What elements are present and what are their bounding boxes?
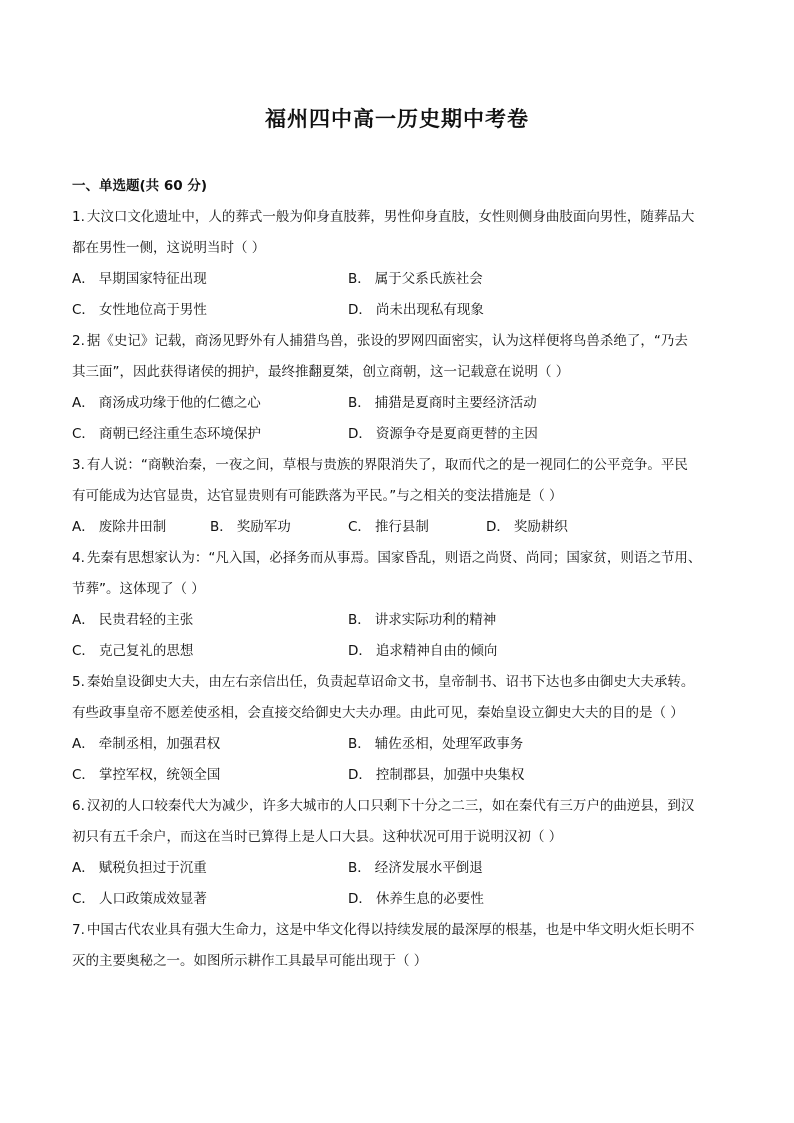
option-letter: C． xyxy=(348,519,371,535)
exam-content xyxy=(72,176,724,982)
option-c[interactable] xyxy=(72,300,348,331)
option-letter: D． xyxy=(348,426,372,442)
option-a[interactable] xyxy=(72,734,348,765)
option-letter: B． xyxy=(348,271,371,287)
option-text: 推行县制 xyxy=(374,519,429,535)
option-letter: D． xyxy=(348,302,372,318)
question-stem-line xyxy=(72,455,724,486)
option-c[interactable] xyxy=(72,641,348,672)
option-letter: D． xyxy=(486,519,510,535)
option-text: 早期国家特征出现 xyxy=(98,271,207,287)
question-number: 6. xyxy=(72,798,85,814)
option-d[interactable] xyxy=(348,300,624,331)
options-row xyxy=(72,610,724,641)
question-2 xyxy=(72,331,724,455)
option-b[interactable] xyxy=(348,734,624,765)
option-letter: C． xyxy=(72,302,95,318)
question-number: 1. xyxy=(72,209,85,225)
option-d[interactable] xyxy=(348,641,624,672)
option-text: 克己复礼的思想 xyxy=(98,643,194,659)
option-letter: B． xyxy=(210,519,233,535)
option-letter: D． xyxy=(348,767,372,783)
option-text: 辅佐丞相，处理军政事务 xyxy=(374,736,524,752)
question-number: 3. xyxy=(72,457,85,473)
option-d[interactable] xyxy=(486,517,624,548)
question-6 xyxy=(72,796,724,920)
question-3 xyxy=(72,455,724,548)
options-row xyxy=(72,424,724,455)
option-a[interactable] xyxy=(72,269,348,300)
option-a[interactable] xyxy=(72,610,348,641)
option-b[interactable] xyxy=(348,858,624,889)
option-a[interactable] xyxy=(72,858,348,889)
option-b[interactable] xyxy=(348,393,624,424)
question-stem-line xyxy=(72,207,724,238)
question-1 xyxy=(72,207,724,331)
option-b[interactable] xyxy=(348,610,624,641)
option-text: 捕猎是夏商时主要经济活动 xyxy=(374,395,537,411)
option-c[interactable] xyxy=(72,889,348,920)
stem-text: 中国古代农业具有强大生命力，这是中华文化得以持续发展的最深厚的根基，也是中华文明火炬长明不 xyxy=(86,922,695,938)
question-5 xyxy=(72,672,724,796)
question-4 xyxy=(72,548,724,672)
option-text: 经济发展水平倒退 xyxy=(374,860,483,876)
question-number: 4. xyxy=(72,550,85,566)
option-d[interactable] xyxy=(348,889,624,920)
option-d[interactable] xyxy=(348,424,624,455)
option-a[interactable] xyxy=(72,393,348,424)
option-text: 奖励耕织 xyxy=(513,519,568,535)
options-row xyxy=(72,765,724,796)
option-text: 牵制丞相，加强君权 xyxy=(98,736,221,752)
question-stem-line: 初只有五千余户，而这在当时已算得上是人口大县。这种状况可用于说明汉初（ ） xyxy=(72,829,563,845)
question-7 xyxy=(72,920,724,982)
options-row xyxy=(72,300,724,331)
option-letter: A． xyxy=(72,519,95,535)
option-text: 尚未出现私有现象 xyxy=(375,302,484,318)
question-stem-line xyxy=(72,331,724,362)
option-letter: C． xyxy=(72,643,95,659)
stem-text: 有人说：“商鞅治秦，一夜之间，草根与贵族的界限消失了，取而代之的是一视同仁的公平竞争。平民 xyxy=(86,457,688,473)
option-c[interactable] xyxy=(72,765,348,796)
question-stem-line: 有可能成为达官显贵，达官显贵则有可能跌落为平民。”与之相关的变法措施是（ ） xyxy=(72,488,563,504)
question-number: 5. xyxy=(72,674,85,690)
options-row xyxy=(72,641,724,672)
options-row xyxy=(72,889,724,920)
question-stem-line: 节葬”。这体现了（ ） xyxy=(72,581,205,597)
option-letter: A． xyxy=(72,271,95,287)
option-letter: C． xyxy=(72,426,95,442)
question-number: 2. xyxy=(72,333,85,349)
option-letter: B． xyxy=(348,860,371,876)
question-stem-line: 有些政事皇帝不愿差使丞相，会直接交给御史大夫办理。由此可见，秦始皇设立御史大夫的目的是（ ） xyxy=(72,705,684,721)
option-d[interactable] xyxy=(348,765,624,796)
option-text: 掌控军权，统领全国 xyxy=(98,767,221,783)
option-text: 休养生息的必要性 xyxy=(375,891,484,907)
option-text: 商朝已经注重生态环境保护 xyxy=(98,426,261,442)
option-text: 人口政策成效显著 xyxy=(98,891,207,907)
stem-text: 汉初的人口较秦代大为减少，许多大城市的人口只剩下十分之二三，如在秦代有三万户的曲逆县，到汉 xyxy=(86,798,695,814)
options-row xyxy=(72,269,724,300)
option-b[interactable] xyxy=(210,517,348,548)
question-stem-line: 灭的主要奥秘之一。如图所示耕作工具最早可能出现于（ ） xyxy=(72,953,428,969)
option-b[interactable] xyxy=(348,269,624,300)
question-number: 7. xyxy=(72,922,85,938)
option-text: 属于父系氏族社会 xyxy=(374,271,483,287)
option-text: 讲求实际功利的精神 xyxy=(374,612,497,628)
option-text: 商汤成功缘于他的仁德之心 xyxy=(98,395,261,411)
stem-text: 据《史记》记载，商汤见野外有人捕猎鸟兽，张设的罗网四面密实，认为这样便将鸟兽杀绝了，“乃去 xyxy=(86,333,688,349)
option-text: 奖励军功 xyxy=(236,519,291,535)
option-text: 控制郡县，加强中央集权 xyxy=(375,767,525,783)
option-letter: D． xyxy=(348,891,372,907)
question-stem-line xyxy=(72,548,724,579)
exam-title: 福州四中高一历史期中考卷 xyxy=(265,106,529,131)
option-letter: C． xyxy=(72,891,95,907)
option-letter: A． xyxy=(72,612,95,628)
question-stem-line xyxy=(72,672,724,703)
option-text: 女性地位高于男性 xyxy=(98,302,207,318)
option-letter: B． xyxy=(348,736,371,752)
option-text: 赋税负担过于沉重 xyxy=(98,860,207,876)
question-stem-line: 其三面”，因此获得诸侯的拥护，最终推翻夏桀，创立商朝，这一记载意在说明（ ） xyxy=(72,364,570,380)
option-text: 追求精神自由的倾向 xyxy=(375,643,498,659)
question-stem-line: 都在男性一侧，这说明当时（ ） xyxy=(72,240,266,256)
stem-text: 秦始皇设御史大夫，由左右亲信出任，负责起草诏命文书，皇帝制书、诏书下达也多由御史大夫承转。 xyxy=(86,674,695,690)
option-letter: A． xyxy=(72,736,95,752)
option-letter: D． xyxy=(348,643,372,659)
option-letter: A． xyxy=(72,860,95,876)
options-row xyxy=(72,734,724,765)
option-c[interactable] xyxy=(72,424,348,455)
stem-text: 大汶口文化遗址中，人的葬式一般为仰身直肢葬，男性仰身直肢，女性则侧身曲肢面向男性，随葬品大 xyxy=(86,209,695,225)
option-letter: C． xyxy=(72,767,95,783)
option-letter: B． xyxy=(348,395,371,411)
options-row xyxy=(72,393,724,424)
option-letter: A． xyxy=(72,395,95,411)
option-a[interactable] xyxy=(72,517,210,548)
option-letter: B． xyxy=(348,612,371,628)
option-text: 资源争夺是夏商更替的主因 xyxy=(375,426,538,442)
options-row xyxy=(72,858,724,889)
option-text: 废除井田制 xyxy=(98,519,167,535)
option-c[interactable] xyxy=(348,517,486,548)
question-stem-line xyxy=(72,796,724,827)
option-text: 民贵君轻的主张 xyxy=(98,612,194,628)
section-heading: 一、单选题(共 60 分) xyxy=(72,178,208,194)
question-stem-line xyxy=(72,920,724,951)
stem-text: 先秦有思想家认为：“凡入国，必择务而从事焉。国家昏乱，则语之尚贤、尚同；国家贫，则语之节用、 xyxy=(86,550,702,566)
options-row xyxy=(72,517,724,548)
